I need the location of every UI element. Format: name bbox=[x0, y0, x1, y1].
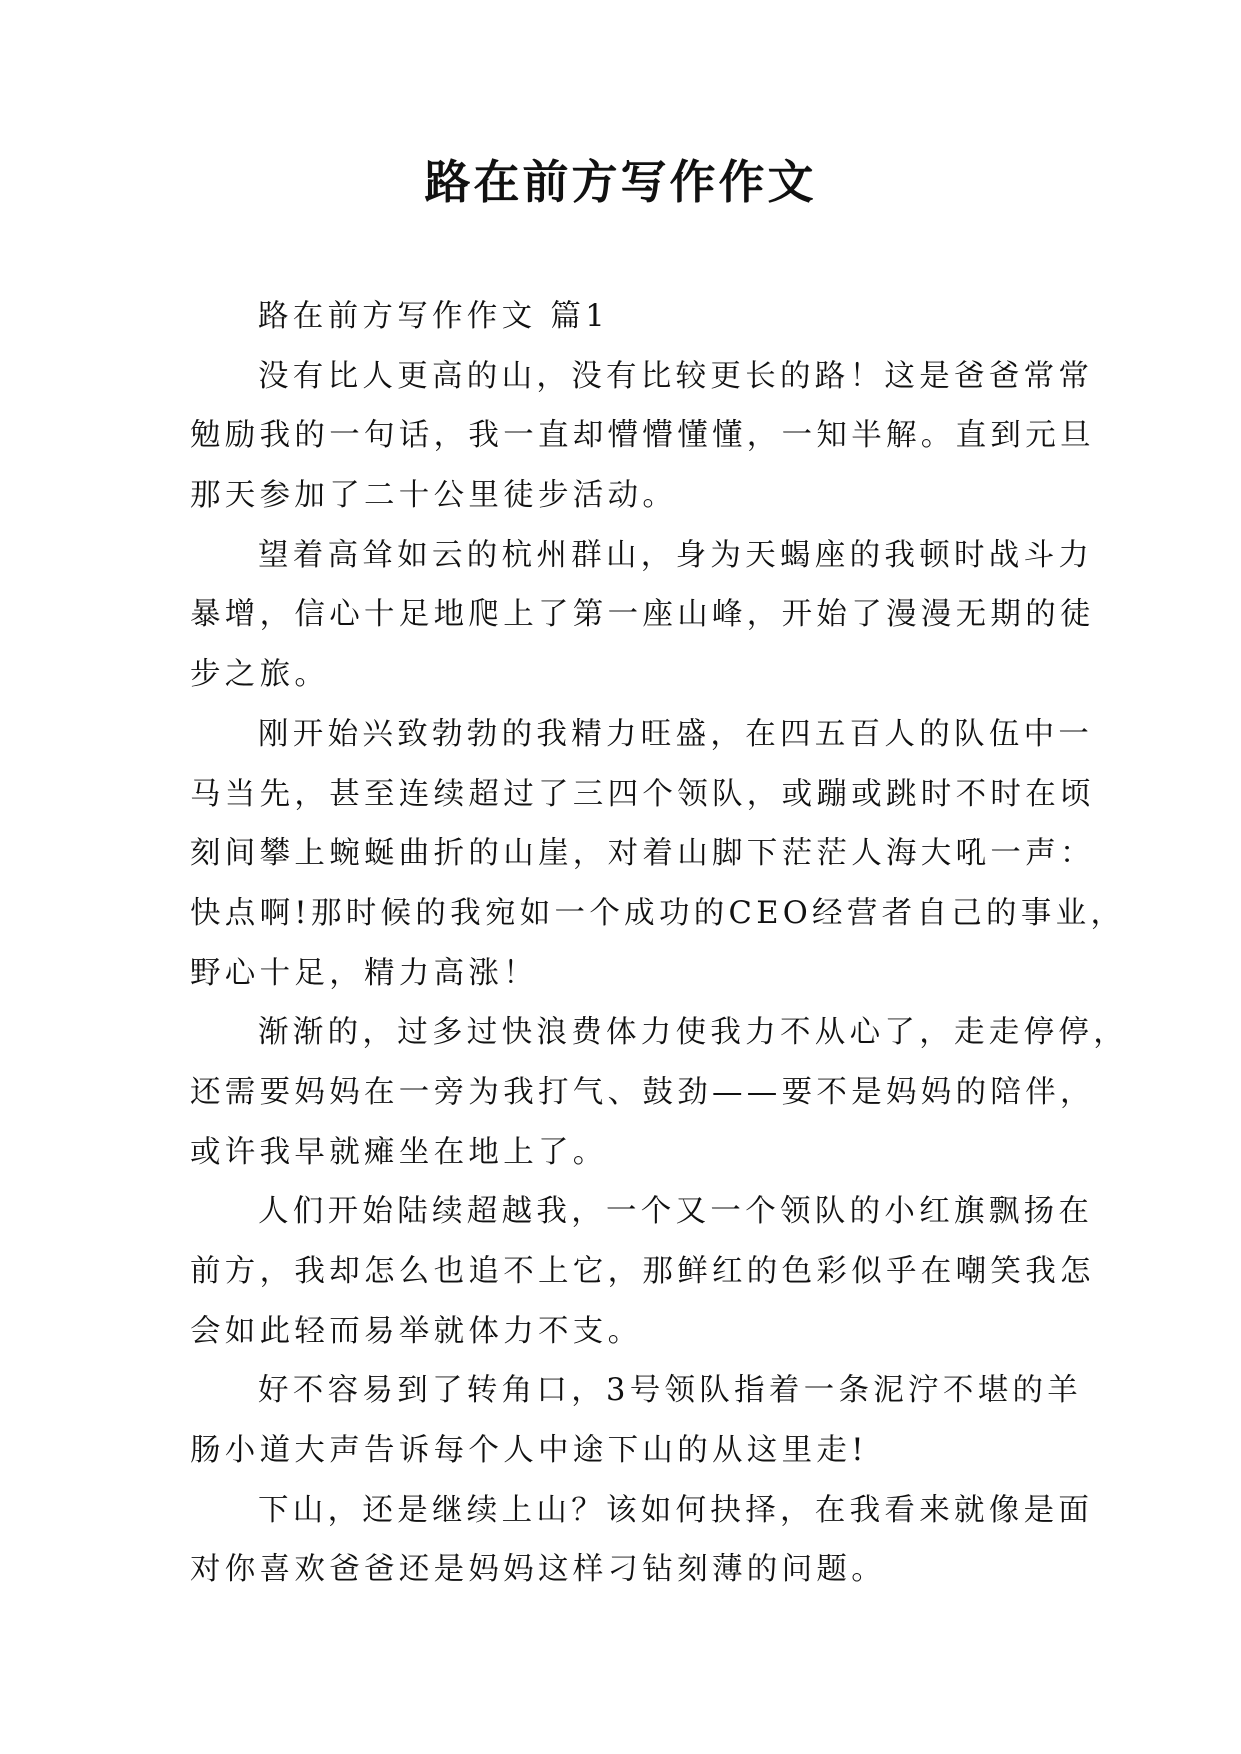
paragraph-line: 刚开始兴致勃勃的我精力旺盛，在四五百人的队伍中一 bbox=[258, 716, 1094, 752]
paragraph-line: 马当先，甚至连续超过了三四个领队，或蹦或跳时不时在顷 bbox=[190, 776, 1095, 812]
paragraph-line: 好不容易到了转角口，3号领队指着一条泥泞不堪的羊 bbox=[258, 1373, 1083, 1409]
paragraph-line: 渐渐的，过多过快浪费体力使我力不从心了，走走停停， bbox=[258, 1015, 1128, 1051]
page-title: 路在前方写作作文 bbox=[424, 155, 817, 209]
section-heading: 路在前方写作作文 篇1 bbox=[258, 299, 609, 334]
paragraph-line: 下山，还是继续上山？该如何抉择，在我看来就像是面 bbox=[258, 1492, 1094, 1528]
paragraph-line: 没有比人更高的山，没有比较更长的路！这是爸爸常常 bbox=[258, 358, 1094, 394]
paragraph-line: 还需要妈妈在一旁为我打气、鼓劲——要不是妈妈的陪伴， bbox=[190, 1074, 1095, 1110]
paragraph-line: 望着高耸如云的杭州群山，身为天蝎座的我顿时战斗力 bbox=[258, 537, 1094, 573]
essay-body bbox=[190, 287, 1128, 1600]
paragraph-line: 对你喜欢爸爸还是妈妈这样刁钻刻薄的问题。 bbox=[190, 1552, 886, 1588]
paragraph-line: 勉励我的一句话，我一直却懵懵懂懂，一知半解。直到元旦 bbox=[190, 418, 1095, 454]
paragraph-line: 快点啊!那时候的我宛如一个成功的CEO经营者自己的事业， bbox=[190, 895, 1126, 931]
paragraph-line: 或许我早就瘫坐在地上了。 bbox=[190, 1134, 608, 1170]
paragraph-line: 暴增，信心十足地爬上了第一座山峰，开始了漫漫无期的徒 bbox=[190, 597, 1095, 633]
paragraph-line: 野心十足，精力高涨！ bbox=[190, 955, 538, 991]
paragraph-line: 那天参加了二十公里徒步活动。 bbox=[190, 478, 678, 514]
paragraph-line: 前方，我却怎么也追不上它，那鲜红的色彩似乎在嘲笑我怎 bbox=[190, 1254, 1095, 1289]
paragraph-line: 人们开始陆续超越我，一个又一个领队的小红旗飘扬在 bbox=[258, 1194, 1094, 1230]
paragraph-line: 会如此轻而易举就体力不支。 bbox=[190, 1313, 643, 1349]
paragraph-line: 刻间攀上蜿蜒曲折的山崖，对着山脚下茫茫人海大吼一声： bbox=[190, 836, 1095, 872]
paragraph-line: 步之旅。 bbox=[190, 657, 330, 693]
paragraph-line: 肠小道大声告诉每个人中途下山的从这里走! bbox=[190, 1433, 868, 1469]
